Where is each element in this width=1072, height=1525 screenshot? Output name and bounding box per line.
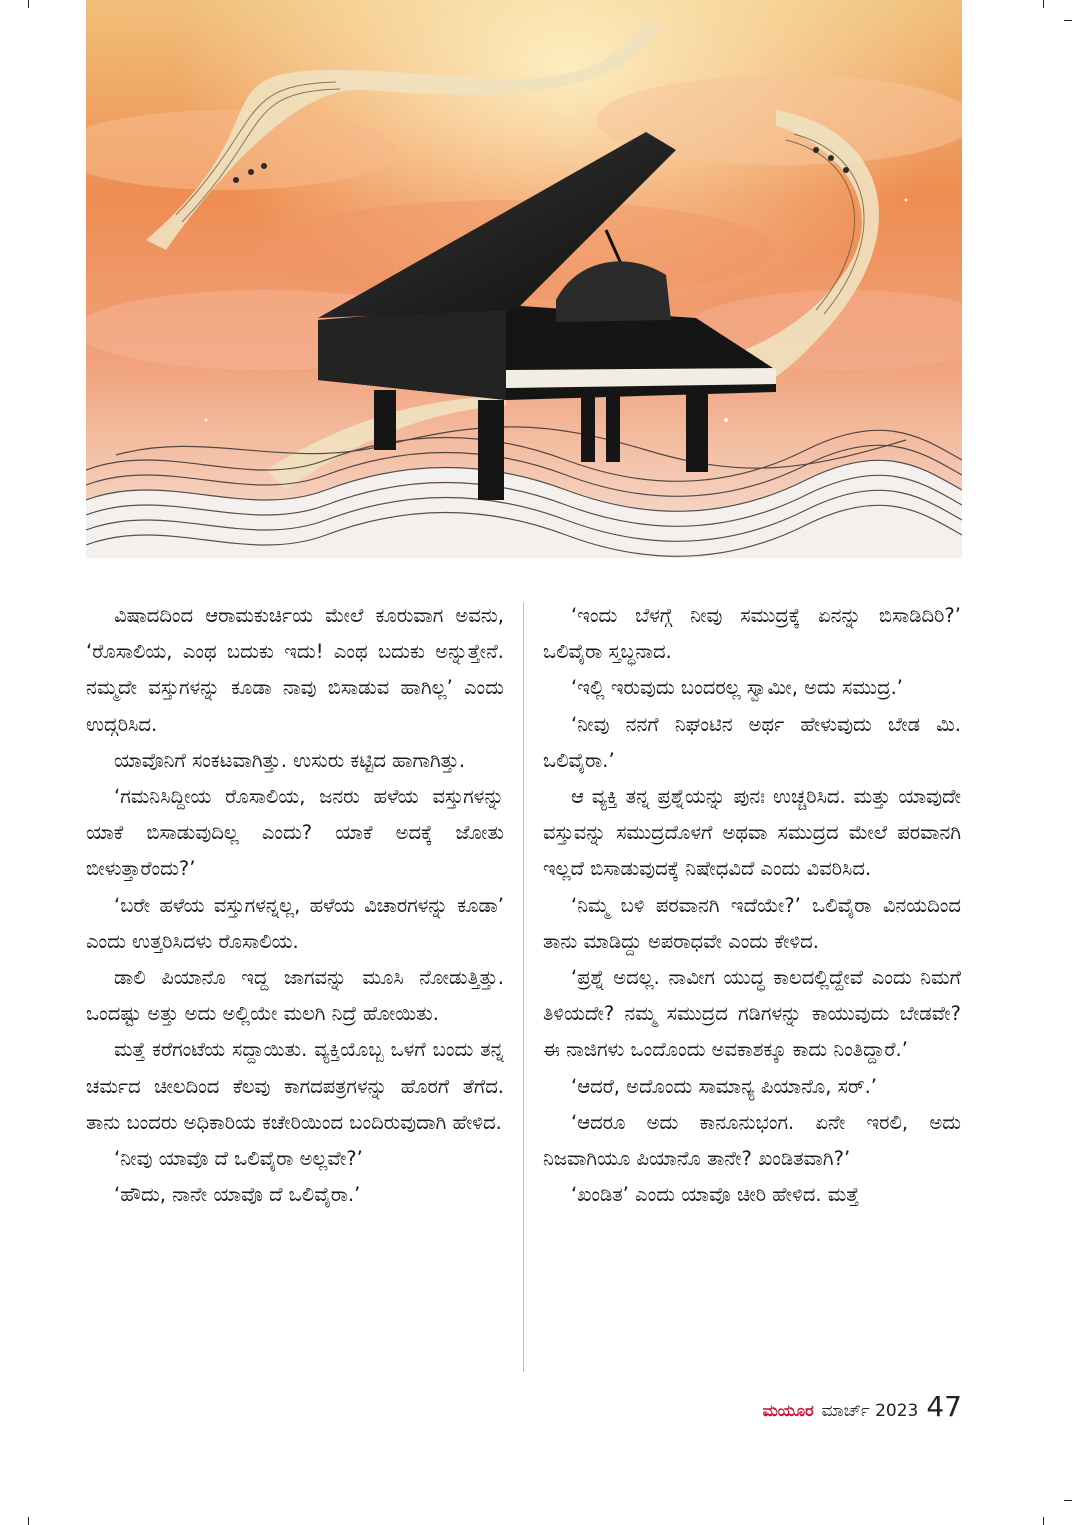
paragraph: ‘ನಿಮ್ಮ ಬಳಿ ಪರವಾನಗಿ ಇದೆಯೇ?’ ಒಲಿವೈರಾ ವಿನಯದಿಂದ ತಾನು ಮಾಡಿದ್ದು ಅಪರಾಧವೇ ಎಂದು ಕೇಳಿದ. <box>543 893 961 953</box>
paragraph: ‘ನೀವು ಯಾವೊ ದೆ ಒಲಿವೈರಾ ಅಲ್ಲವೇ?’ <box>114 1147 363 1171</box>
crop-mark-top-left <box>28 0 29 8</box>
paragraph: ಡಾಲಿ ಪಿಯಾನೊ ಇದ್ದ ಜಾಗವನ್ನು ಮೂಸಿ ನೋಡುತ್ತಿತ್ತು. ಒಂದಷ್ಟು ಅತ್ತು ಅದು ಅಲ್ಲಿಯೇ ಮಲಗಿ ನಿದ್ರೆ ಹೋಯಿತು. <box>86 966 504 1026</box>
paragraph: ಆ ವ್ಯಕ್ತಿ ತನ್ನ ಪ್ರಶ್ನೆಯನ್ನು ಪುನಃ ಉಚ್ಚರಿಸಿದ. ಮತ್ತು ಯಾವುದೇ ವಸ್ತುವನ್ನು ಸಮುದ್ರದೊಳಗೆ ಅಥವಾ ಸಮುದ್ರದ ಮೇಲೆ ಪರವಾನಗಿ ಇಲ್ಲದೆ ಬಿಸಾಡುವುದಕ್ಕೆ ನಿಷೇಧವಿದೆ ಎಂದು ವಿವರಿಸಿದ. <box>543 785 961 881</box>
page-number: 47 <box>926 1390 962 1423</box>
paragraph: ಮತ್ತೆ ಕರೆಗಂಟೆಯ ಸದ್ದಾಯಿತು. ವ್ಯಕ್ತಿಯೊಬ್ಬ ಒಳಗೆ ಬಂದು ತನ್ನ ಚರ್ಮದ ಚೀಲದಿಂದ ಕೆಲವು ಕಾಗದಪತ್ರಗಳನ್ನು ಹೊರಗೆ ತೆಗೆದ. ತಾನು ಬಂದರು ಅಧಿಕಾರಿಯ ಕಚೇರಿಯಿಂದ ಬಂದಿರುವುದಾಗಿ ಹೇಳಿದ. <box>86 1038 504 1134</box>
paragraph: ‘ಪ್ರಶ್ನೆ ಅದಲ್ಲ. ನಾವೀಗ ಯುದ್ಧ ಕಾಲದಲ್ಲಿದ್ದೇವೆ ಎಂದು ನಿಮಗೆ ತಿಳಿಯದೇ? ನಮ್ಮ ಸಮುದ್ರದ ಗಡಿಗಳನ್ನು ಕಾಯುವುದು ಬೇಡವೇ? ಈ ನಾಜಿಗಳು ಒಂದೊಂದು ಅವಕಾಶಕ್ಕೂ ಕಾದು ನಿಂತಿದ್ದಾರೆ.’ <box>543 966 961 1062</box>
paragraph: ‘ಆದರೆ, ಅದೊಂದು ಸಾಮಾನ್ಯ ಪಿಯಾನೊ, ಸರ್.’ <box>571 1074 877 1098</box>
crop-mark-bottom-left <box>28 1517 29 1525</box>
page-footer <box>763 1390 962 1423</box>
paragraph: ‘ಗಮನಿಸಿದ್ದೀಯ ರೊಸಾಲಿಯ, ಜನರು ಹಳೆಯ ವಸ್ತುಗಳನ್ನು ಯಾಕೆ ಬಿಸಾಡುವುದಿಲ್ಲ ಎಂದು? ಯಾಕೆ ಅದಕ್ಕೆ ಜೋತು ಬೀಳುತ್ತಾರೆಂದು?’ <box>86 785 504 881</box>
crop-mark-right-upper <box>1064 20 1072 21</box>
grand-piano-on-waves-icon <box>86 0 962 558</box>
crop-mark-right-lower <box>1064 1500 1072 1501</box>
crop-mark-bottom-right <box>1043 1517 1044 1525</box>
piano-illustration <box>86 0 962 558</box>
magazine-brand: ಮಯೂರ <box>762 1401 814 1420</box>
crop-mark-top-right <box>1043 0 1044 8</box>
column-divider <box>523 602 524 1372</box>
article-column-right <box>543 598 961 1213</box>
paragraph: ‘ಇಲ್ಲಿ ಇರುವುದು ಬಂದರಲ್ಲ ಸ್ವಾಮೀ, ಅದು ಸಮುದ್ರ.’ <box>571 676 903 700</box>
paragraph: ‘ಹೌದು, ನಾನೇ ಯಾವೊ ದೆ ಒಲಿವೈರಾ.’ <box>114 1183 361 1207</box>
article-column-left <box>86 598 504 1213</box>
paragraph: ‘ಬರೇ ಹಳೆಯ ವಸ್ತುಗಳನ್ನಲ್ಲ, ಹಳೆಯ ವಿಚಾರಗಳನ್ನು ಕೂಡಾ’ ಎಂದು ಉತ್ತರಿಸಿದಳು ರೊಸಾಲಿಯ. <box>86 893 504 953</box>
paragraph: ಯಾವೊನಿಗೆ ಸಂಕಟವಾಗಿತ್ತು. ಉಸುರು ಕಟ್ಟಿದ ಹಾಗಾಗಿತ್ತು. <box>114 748 466 772</box>
paragraph: ‘ಖಂಡಿತ’ ಎಂದು ಯಾವೊ ಚೀರಿ ಹೇಳಿದ. ಮತ್ತೆ <box>571 1183 860 1207</box>
paragraph: ವಿಷಾದದಿಂದ ಆರಾಮಕುರ್ಚಿಯ ಮೇಲೆ ಕೂರುವಾಗ ಅವನು, ‘ರೊಸಾಲಿಯ, ಎಂಥ ಬದುಕು ಇದು! ಎಂಥ ಬದುಕು ಅನ್ನುತ್ತೇನೆ. ನಮ್ಮದೇ ವಸ್ತುಗಳನ್ನು ಕೂಡಾ ನಾವು ಬಿಸಾಡುವ ಹಾಗಿಲ್ಲ’ ಎಂದು ಉದ್ಗರಿಸಿದ. <box>86 604 504 736</box>
paragraph: ‘ಆದರೂ ಅದು ಕಾನೂನುಭಂಗ. ಏನೇ ಇರಲಿ, ಅದು ನಿಜವಾಗಿಯೂ ಪಿಯಾನೊ ತಾನೇ? ಖಂಡಿತವಾಗಿ?’ <box>543 1110 961 1171</box>
issue-date: ಮಾರ್ಚ್ 2023 <box>821 1401 919 1421</box>
paragraph: ‘ನೀವು ನನಗೆ ನಿಘಂಟಿನ ಅರ್ಥ ಹೇಳುವುದು ಬೇಡ ಮಿ. ಒಲಿವೈರಾ.’ <box>543 712 961 772</box>
paragraph: ‘ಇಂದು ಬೆಳಗ್ಗೆ ನೀವು ಸಮುದ್ರಕ್ಕೆ ಏನನ್ನು ಬಿಸಾಡಿದಿರಿ?’ ಒಲಿವೈರಾ ಸ್ತಬ್ಧನಾದ. <box>543 604 961 664</box>
